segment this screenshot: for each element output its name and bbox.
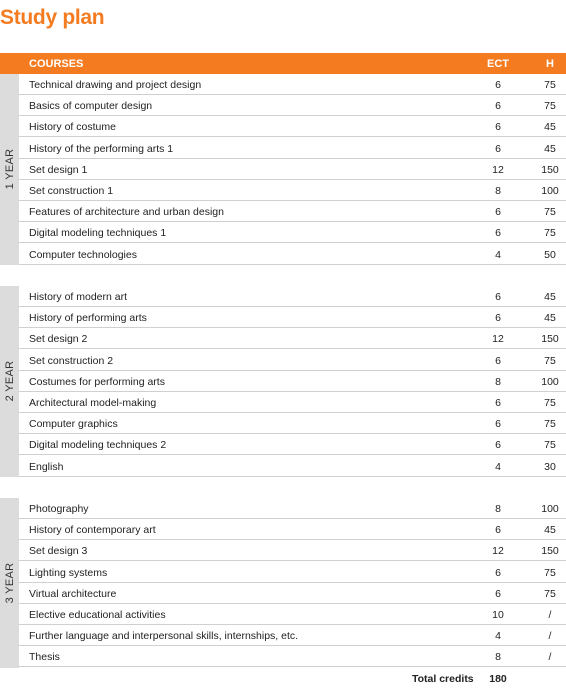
- course-ect: 8: [495, 375, 501, 388]
- course-ect: 6: [495, 100, 501, 113]
- course-ect: 10: [492, 609, 504, 621]
- course-name: History of the performing arts 1: [29, 142, 174, 155]
- course-name: Virtual architecture: [29, 587, 117, 600]
- course-ect: 6: [495, 566, 501, 579]
- table-row: [19, 286, 566, 307]
- course-name: Costumes for performing arts: [29, 375, 165, 388]
- course-name: Technical drawing and project design: [29, 79, 202, 91]
- table-row: [19, 646, 566, 667]
- course-ect: 6: [495, 312, 501, 325]
- course-ect: 4: [495, 248, 501, 261]
- header-courses: COURSES: [29, 58, 84, 70]
- course-name: Lighting systems: [29, 566, 108, 579]
- course-name: Thesis: [29, 651, 60, 664]
- table-row: [19, 540, 566, 561]
- table-row: [19, 350, 566, 371]
- table-row: [19, 371, 566, 392]
- table-row: [19, 307, 566, 328]
- year-label: 2 YEAR: [3, 361, 16, 402]
- course-ect: 6: [495, 587, 501, 600]
- table-row: [19, 116, 566, 137]
- year-section: [0, 74, 566, 265]
- course-hours: 45: [544, 142, 556, 155]
- course-ect: 6: [495, 397, 501, 409]
- year-label: 1 YEAR: [3, 149, 16, 190]
- course-ect: 6: [495, 79, 501, 91]
- course-ect: 4: [495, 460, 501, 473]
- course-ect: 12: [492, 333, 504, 346]
- table-row: [19, 625, 566, 646]
- course-ect: 6: [495, 439, 501, 452]
- year-band: [0, 74, 19, 265]
- course-name: Architectural model-making: [29, 397, 157, 409]
- course-ect: 6: [495, 227, 501, 240]
- course-name: Digital modeling techniques 2: [29, 439, 167, 452]
- course-hours: 100: [541, 375, 559, 388]
- table-row: [19, 328, 566, 349]
- course-ect: 12: [492, 163, 504, 176]
- table-row: [19, 201, 566, 222]
- course-hours: 75: [544, 587, 556, 600]
- course-ect: 8: [495, 503, 501, 515]
- course-hours: /: [548, 651, 552, 664]
- table-row: [19, 562, 566, 583]
- table-row: [19, 604, 566, 625]
- course-name: Computer graphics: [29, 418, 118, 431]
- course-name: Elective educational activities: [29, 609, 166, 621]
- course-hours: 150: [541, 163, 559, 176]
- course-name: Basics of computer design: [29, 100, 153, 113]
- course-ect: 8: [495, 651, 501, 664]
- course-ect: 6: [495, 524, 501, 537]
- table-row: [19, 434, 566, 455]
- total-credits-label: Total credits: [412, 673, 474, 685]
- page-title: Study plan: [0, 6, 105, 29]
- course-name: English: [29, 460, 64, 473]
- course-ect: 6: [495, 354, 501, 367]
- course-hours: 45: [544, 524, 556, 537]
- total-credits-value: 180: [489, 673, 507, 685]
- course-name: Features of architecture and urban design: [29, 206, 224, 219]
- table-row: [19, 583, 566, 604]
- course-hours: 50: [544, 248, 556, 261]
- course-name: Set construction 2: [29, 354, 114, 367]
- course-hours: 75: [544, 100, 556, 113]
- course-name: Photography: [29, 503, 89, 515]
- course-hours: 150: [541, 545, 559, 558]
- course-name: Set construction 1: [29, 185, 114, 197]
- course-ect: 6: [495, 142, 501, 155]
- table-row: [19, 244, 566, 265]
- course-name: History of modern art: [29, 291, 128, 303]
- course-hours: 45: [544, 312, 556, 325]
- course-hours: 75: [544, 439, 556, 452]
- course-name: Set design 1: [29, 163, 88, 176]
- table-row: [19, 159, 566, 180]
- course-hours: 75: [544, 418, 556, 431]
- course-hours: 75: [544, 79, 556, 91]
- year-section: [0, 498, 566, 668]
- course-hours: 75: [544, 397, 556, 409]
- table-row: [19, 519, 566, 540]
- course-hours: 75: [544, 227, 556, 240]
- header-hours: H: [546, 58, 554, 70]
- course-ect: 4: [495, 630, 501, 643]
- course-name: History of contemporary art: [29, 524, 156, 537]
- table-row: [19, 74, 566, 95]
- year-band: [0, 286, 19, 477]
- course-hours: 100: [541, 503, 559, 515]
- year-label: 3 YEAR: [3, 562, 16, 604]
- course-hours: 45: [544, 121, 556, 134]
- course-name: Further language and interpersonal skills, internships, etc.: [29, 630, 299, 643]
- table-row: [19, 222, 566, 243]
- course-hours: 100: [541, 185, 559, 197]
- table-header: [0, 53, 566, 74]
- table-row: [19, 456, 566, 477]
- course-ect: 8: [495, 185, 501, 197]
- table-row: [19, 180, 566, 201]
- header-ect: ECT: [487, 58, 509, 70]
- course-name: Computer technologies: [29, 248, 137, 261]
- course-ect: 6: [495, 291, 501, 303]
- table-row: [19, 138, 566, 159]
- course-hours: 75: [544, 566, 556, 579]
- course-hours: 45: [544, 291, 556, 303]
- course-hours: 150: [541, 333, 559, 346]
- course-name: History of costume: [29, 121, 116, 134]
- year-band: [0, 498, 19, 668]
- course-hours: 75: [544, 206, 556, 219]
- table-row: [19, 413, 566, 434]
- course-hours: /: [548, 630, 552, 643]
- table-row: [19, 392, 566, 413]
- course-ect: 6: [495, 121, 501, 134]
- course-hours: 30: [544, 460, 556, 473]
- course-name: History of performing arts: [29, 312, 147, 325]
- course-name: Digital modeling techniques 1: [29, 227, 167, 240]
- course-name: Set design 3: [29, 545, 88, 558]
- course-ect: 12: [492, 545, 504, 558]
- year-section: [0, 286, 566, 477]
- table-row: [19, 498, 566, 519]
- table-row: [19, 95, 566, 116]
- course-hours: /: [548, 609, 552, 621]
- course-name: Set design 2: [29, 333, 88, 346]
- course-ect: 6: [495, 418, 501, 431]
- course-ect: 6: [495, 206, 501, 219]
- course-hours: 75: [544, 354, 556, 367]
